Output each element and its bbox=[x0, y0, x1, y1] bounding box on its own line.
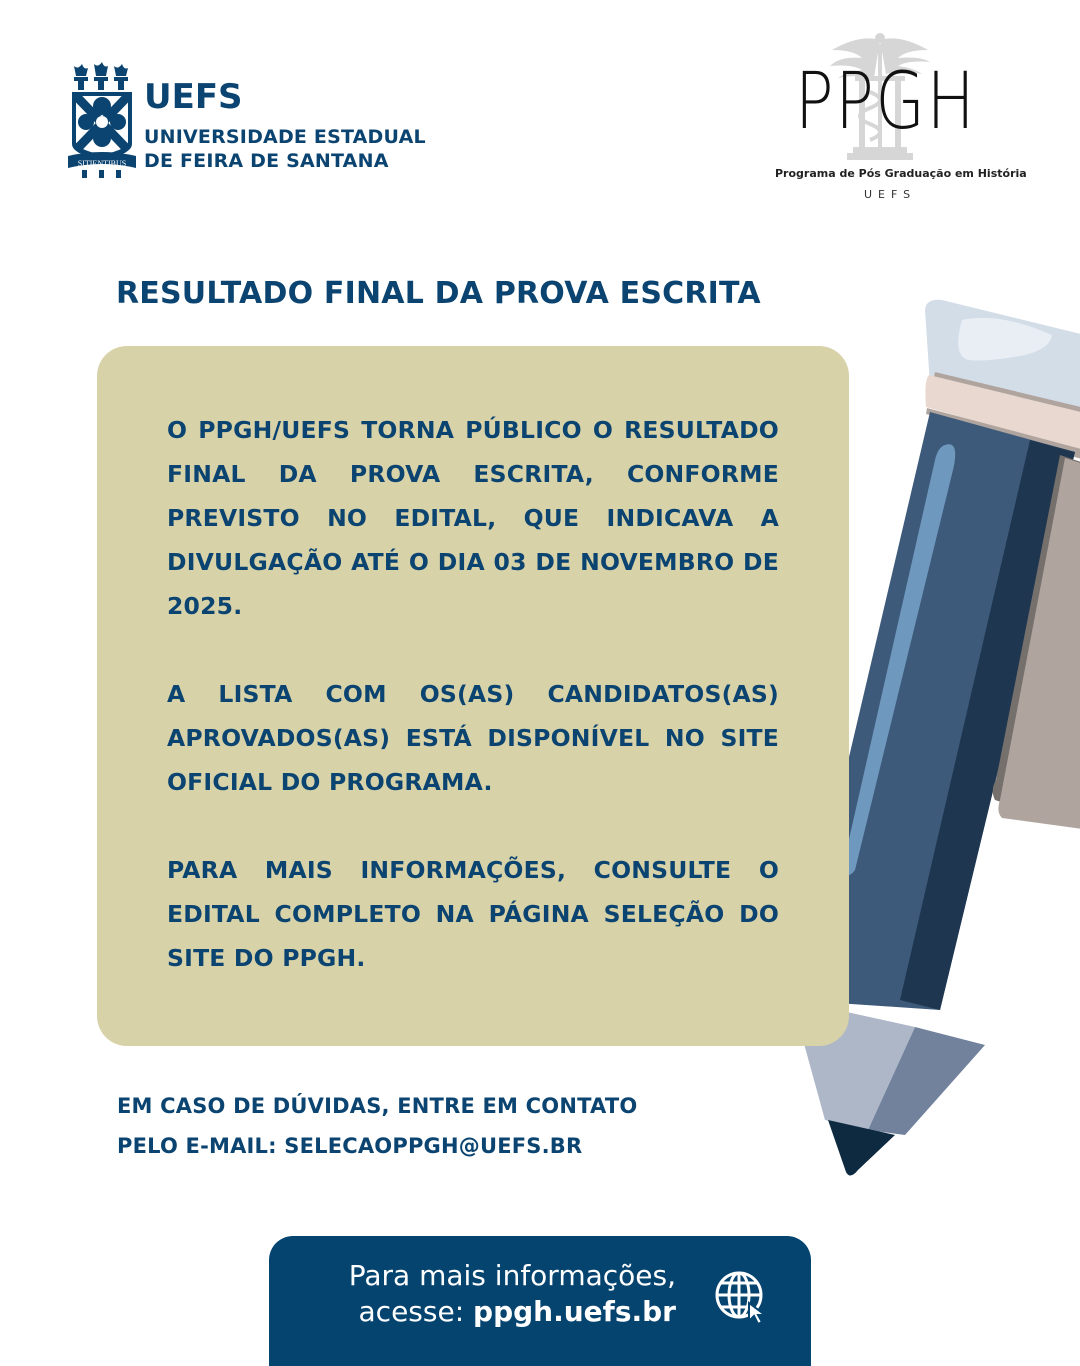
announcement-body bbox=[167, 408, 779, 1024]
contact-line-1: EM CASO DE DÚVIDAS, ENTRE EM CONTATO bbox=[117, 1094, 638, 1118]
announcement-paragraph-1: O PPGH/UEFS TORNA PÚBLICO O RESULTADO FINAL DA PROVA ESCRITA, CONFORME PREVISTO NO EDITAL, QUE INDICAVA A DIVULGAÇÃO ATÉ O DIA 03 DE NOVEMBRO DE 2025. bbox=[167, 416, 779, 620]
footer-line-2 bbox=[349, 1294, 676, 1330]
ppgh-wordmark: PPGH bbox=[795, 57, 977, 147]
globe-cursor-icon[interactable] bbox=[713, 1269, 769, 1325]
footer-text bbox=[349, 1258, 676, 1330]
contact-info bbox=[117, 1086, 637, 1166]
uefs-name-line2: DE FEIRA DE SANTANA bbox=[144, 150, 389, 172]
footer-line-1: Para mais informações, bbox=[348, 1259, 676, 1292]
page-title: RESULTADO FINAL DA PROVA ESCRITA bbox=[116, 276, 761, 311]
announcement-paragraph-3: PARA MAIS INFORMAÇÕES, CONSULTE O EDITAL COMPLETO NA PÁGINA SELEÇÃO DO SITE DO PPGH. bbox=[167, 856, 779, 972]
ppgh-institution: UEFS bbox=[863, 188, 917, 201]
svg-text:SITIENTIBUS: SITIENTIBUS bbox=[77, 159, 127, 168]
uefs-name-line1: UNIVERSIDADE ESTADUAL bbox=[144, 126, 426, 148]
ppgh-subtitle: Programa de Pós Graduação em História bbox=[775, 167, 1027, 180]
announcement-card bbox=[97, 346, 849, 1046]
announcement-paragraph-2: A LISTA COM OS(AS) CANDIDATOS(AS) APROVADOS(AS) ESTÁ DISPONÍVEL NO SITE OFICIAL DO PROGRAMA. bbox=[167, 680, 779, 796]
footer-banner[interactable] bbox=[269, 1236, 811, 1366]
uefs-logo bbox=[68, 62, 448, 182]
uefs-acronym: UEFS bbox=[144, 77, 243, 117]
ppgh-logo bbox=[775, 30, 1027, 210]
contact-email[interactable]: PELO E-MAIL: SELECAOPPGH@UEFS.BR bbox=[117, 1134, 583, 1158]
website-link[interactable]: ppgh.uefs.br bbox=[473, 1295, 676, 1328]
uefs-full-name bbox=[144, 125, 426, 173]
footer-prefix: acesse: bbox=[358, 1295, 474, 1328]
uefs-crest-icon bbox=[68, 62, 136, 180]
